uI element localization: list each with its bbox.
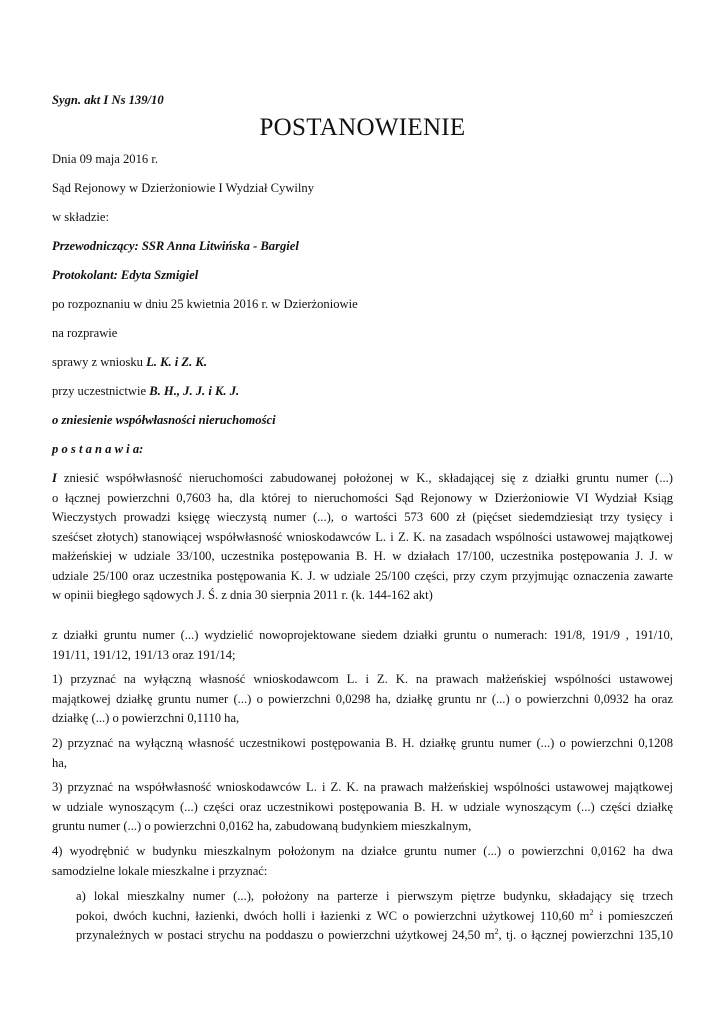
item-4a-line: przynależnych w postaci strychu na poddaszu o powierzchni użytkowej 24,50 $m^2$, tj. o łącznej powierzchni 135,10: [76, 927, 673, 942]
section-1-line: udziale 25/100 oraz uczestnika postępowania K. J. w udziale 25/100 części, przy czym przyjmując oznaczenia zawarte: [52, 568, 673, 583]
participants-prefix: przy uczestnictwie: [52, 384, 150, 398]
applicants-names: L. K. i Z. K.: [146, 355, 207, 369]
document-title: POSTANOWIENIE: [259, 114, 466, 141]
item-3-line: gruntu numer (...) o powierzchni 0,0162 ha, zabudowaną budynkiem mieszkalnym,: [52, 819, 472, 833]
decision-date: Dnia 09 maja 2016 r.: [52, 152, 158, 166]
item-3: [52, 778, 673, 837]
decides-heading: p o s t a n a w i a:: [52, 442, 144, 456]
item-1-line: działkę (...) o powierzchni 0,1110 ha,: [52, 711, 240, 725]
section-1-line: I zniesić współwłasność nieruchomości zabudowanej położonej w K., składającej się z działki gruntu numer (...): [52, 471, 673, 485]
case-subject: o zniesienie współwłasności nieruchomości: [52, 413, 276, 427]
section-1-numeral: I: [52, 471, 57, 485]
superscript: 2: [494, 927, 499, 936]
section-1-line: Wieczystych prowadzi księgę wieczystą numer (...), o wartości 573 600 zł (pięćset siedemdziesiąt trzy tysięcy i: [52, 510, 673, 524]
division-line: 191/11, 191/12, 191/13 oraz 191/14;: [52, 647, 236, 662]
item-3-line: 3) przyznać na współwłasność wnioskodawców L. i Z. K. na prawach małżeńskiej wspólności ustawowej majątkowej: [52, 780, 673, 794]
section-1-line: małżeńskiej w udziale 33/100, uczestnika postępowania B. H. w działach 17/100, uczestnika postępowania J. J. w: [52, 549, 673, 563]
item-2-line: ha,: [52, 755, 68, 770]
section-1-line: o łącznej powierzchni 0,7603 ha, dla której to nieruchomości Sąd Rejonowy w Dzierżoniowie VI Wydział Ksiąg: [52, 490, 673, 505]
composition-label: w składzie:: [52, 210, 110, 224]
section-1-line: w opinii biegłego sądowych J. Ś. z dnia 30 sierpnia 2011 r. (k. 144-162 akt): [52, 588, 433, 602]
item-4-line: 4) wyodrębnić w budynku mieszkalnym położonym na działce gruntu numer (...) o powierzchni 0,0162 ha dwa: [52, 844, 673, 858]
session-type: na rozprawie: [52, 326, 118, 340]
court-name: Sąd Rejonowy w Dzierżoniowie I Wydział Cywilny: [52, 181, 315, 195]
item-4a-line: pokoi, dwóch kuchni, łazienki, dwóch holli i łazienki z WC o powierzchni użytkowej 110,60 $m^2$ i pomieszczeń: [76, 907, 673, 923]
section-1-line: sześćset złotych) stanowiącej współwłasność wnioskodawców L. i Z. K. na zasadach wspólności ustawowej majątkowej: [52, 529, 673, 544]
item-1-line: 1) przyznać na wyłączną własność wnioskodawcom L. i Z. K. na prawach małżeńskiej wspólności ustawowej: [52, 672, 673, 686]
item-2-line: 2) przyznać na wyłączną własność uczestnikowi postępowania B. H. działkę gruntu numer (...) o powierzchni 0,1208: [52, 736, 673, 750]
case-participants: [52, 382, 673, 402]
item-3-line: w udziale wynoszącym (...) części oraz uczestnikowi postępowania B. H. w udziale wynoszącym (...) części działkę: [52, 799, 673, 814]
item-2: [52, 734, 673, 773]
case-number: Sygn. akt I Ns 139/10: [52, 93, 164, 107]
item-1: [52, 670, 673, 729]
item-4: [52, 842, 673, 881]
item-4a-line: a) lokal mieszkalny numer (...), położony na parterze i pierwszym piętrze budynku, składający się trzech: [76, 889, 673, 903]
presiding-judge: Przewodniczący: SSR Anna Litwińska - Bargiel: [52, 239, 299, 253]
section-1: [52, 469, 673, 606]
superscript: 2: [589, 907, 594, 917]
item-4a: [76, 887, 673, 946]
hearing-info: po rozpoznaniu w dniu 25 kwietnia 2016 r. w Dzierżoniowie: [52, 297, 358, 311]
division-line: z działki gruntu numer (...) wydzielić nowoprojektowane siedem działki gruntu o numerach: 191/8, 191/9 , 191/10,: [52, 628, 673, 642]
court-clerk: Protokolant: Edyta Szmigiel: [52, 268, 199, 282]
division-paragraph: [52, 626, 673, 665]
case-prefix: sprawy z wniosku: [52, 355, 147, 369]
item-4-line: samodzielne lokale mieszkalne i przyznać:: [52, 863, 268, 878]
case-applicants: [52, 353, 673, 373]
participants-names: B. H., J. J. i K. J.: [149, 384, 240, 398]
item-1-line: majątkowej działkę gruntu numer (...) o powierzchni 0,0298 ha, działkę gruntu nr (...) o powierzchni 0,0932 ha oraz: [52, 691, 673, 706]
